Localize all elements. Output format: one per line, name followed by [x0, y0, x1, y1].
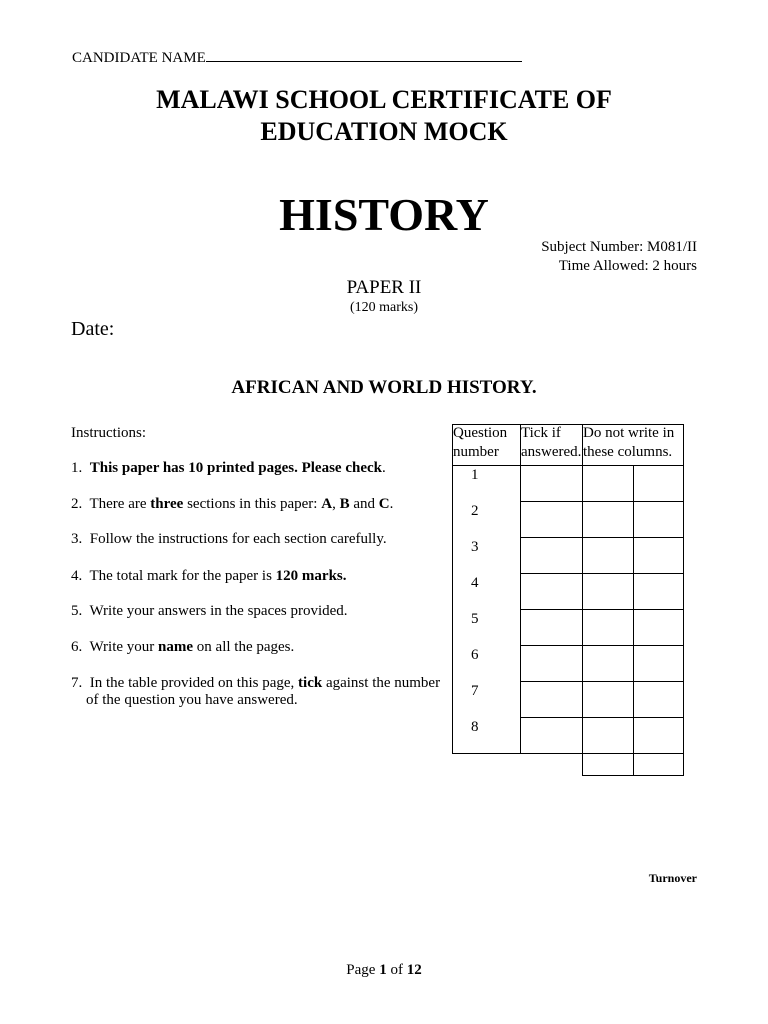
table-rule	[520, 537, 684, 538]
table-rule	[520, 645, 684, 646]
tick-cell[interactable]	[521, 646, 582, 681]
table-border	[452, 424, 684, 425]
table-rule	[520, 681, 684, 682]
turnover-label: Turnover	[648, 871, 697, 885]
candidate-name-line	[206, 47, 522, 62]
table-rule	[520, 717, 684, 718]
question-number-cell: 1	[471, 467, 479, 483]
question-number-cell: 7	[471, 683, 479, 699]
paper-label: PAPER II	[346, 277, 422, 298]
exam-title	[0, 84, 768, 148]
candidate-name-label: CANDIDATE NAME	[72, 50, 206, 66]
instruction-5: 5. Write your answers in the spaces provided.	[71, 603, 348, 619]
exam-title-line1: MALAWI SCHOOL CERTIFICATE OF	[156, 85, 612, 114]
table-rule	[633, 465, 634, 776]
candidate-name-field	[72, 47, 522, 67]
subject-number: Subject Number: M081/II	[541, 239, 697, 255]
subject-title: HISTORY	[279, 189, 489, 240]
tick-cell[interactable]	[521, 682, 582, 717]
exam-title-line2: EDUCATION MOCK	[260, 117, 508, 146]
instruction-7: 7. In the table provided on this page, tick against the number of the question you have answered.	[71, 675, 441, 708]
tick-cell[interactable]	[521, 466, 582, 501]
header-tick-if-answered: Tick if answered.	[521, 425, 582, 460]
date-label: Date:	[71, 318, 115, 340]
tick-cell[interactable]	[521, 718, 582, 753]
page-number: Page 1 of 12	[346, 962, 422, 978]
table-rule	[520, 609, 684, 610]
instruction-1: 1. This paper has 10 printed pages. Please check.	[71, 460, 386, 476]
question-number-cell: 6	[471, 647, 479, 663]
time-allowed: Time Allowed: 2 hours	[558, 258, 697, 274]
instruction-6: 6. Write your name on all the pages.	[71, 639, 295, 655]
header-do-not-write: Do not write in these columns.	[583, 425, 675, 460]
table-rule	[582, 424, 583, 776]
tick-cell[interactable]	[521, 502, 582, 537]
table-rule	[520, 573, 684, 574]
table-rule	[452, 465, 684, 466]
table-border	[683, 424, 684, 776]
table-rule	[452, 753, 684, 754]
total-marks: (120 marks)	[349, 300, 419, 315]
table-rule	[520, 424, 521, 754]
question-number-cell: 2	[471, 503, 479, 519]
question-number-cell: 4	[471, 575, 479, 591]
instruction-2: 2. There are three sections in this paper: A, B and C.	[71, 496, 394, 512]
tick-cell[interactable]	[521, 574, 582, 609]
tick-cell[interactable]	[521, 538, 582, 573]
table-rule	[520, 501, 684, 502]
question-number-cell: 5	[471, 611, 479, 627]
tick-cell[interactable]	[521, 610, 582, 645]
instruction-3: 3. Follow the instructions for each section carefully.	[71, 531, 387, 547]
question-number-cell: 8	[471, 719, 479, 735]
section-title: AFRICAN AND WORLD HISTORY.	[231, 377, 537, 398]
table-border	[452, 424, 453, 754]
question-number-cell: 3	[471, 539, 479, 555]
question-tracking-table	[452, 424, 684, 776]
header-question-number: Question number	[453, 425, 508, 460]
instructions-heading: Instructions:	[71, 425, 146, 441]
instruction-4: 4. The total mark for the paper is 120 marks.	[71, 568, 347, 584]
